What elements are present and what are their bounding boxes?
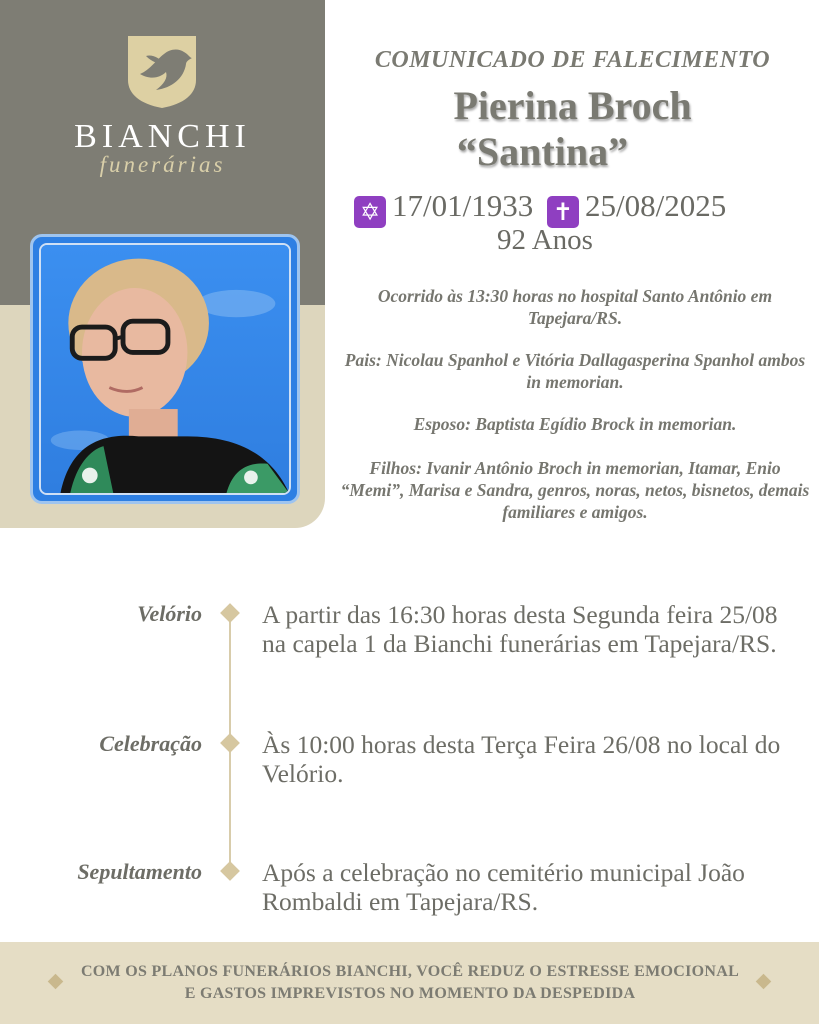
birth-date: 17/01/1933 xyxy=(392,188,534,223)
occurrence-info: Ocorrido às 13:30 horas no hospital Santo Antônio em Tapejara/RS. xyxy=(377,286,773,328)
timeline-diamond xyxy=(220,603,240,623)
star-of-david-icon: ✡ xyxy=(354,196,386,228)
children-info: Filhos: Ivanir Antônio Broch in memorian, Itamar, Enio “Memi”, Marisa e Sandra, genros, noras, netos, bisnetos, demais familiares e amigos. xyxy=(340,458,810,522)
life-dates xyxy=(354,188,794,228)
timeline-diamond xyxy=(220,733,240,753)
schedule-text-celebracao: Às 10:00 horas desta Terça Feira 26/08 no local do Velório. xyxy=(262,730,781,788)
deceased-name: Pierina Broch xyxy=(453,83,692,128)
schedule-text-sepultamento: Após a celebração no cemitério municipal João Rombaldi em Tapejara/RS. xyxy=(262,858,745,916)
brand-subtitle: funerárias xyxy=(99,152,226,177)
brand-name: BIANCHI xyxy=(74,118,251,155)
deceased-nickname: “Santina” xyxy=(456,129,629,174)
announcement-kicker: COMUNICADO DE FALECIMENTO xyxy=(374,47,771,73)
deceased-photo xyxy=(30,234,300,504)
schedule-label-velorio: Velório xyxy=(137,601,202,626)
timeline-diamond xyxy=(220,861,240,881)
portrait-image xyxy=(41,245,289,493)
schedule-label-celebracao: Celebração xyxy=(99,731,202,756)
dove-icon xyxy=(126,34,198,110)
age: 92 Anos xyxy=(497,224,593,256)
death-date: 25/08/2025 xyxy=(584,188,727,223)
latin-cross-icon: ✝ xyxy=(547,196,579,228)
schedule-label-sepultamento: Sepultamento xyxy=(77,859,202,884)
parents-info: Pais: Nicolau Spanhol e Vitória Dallagasperina Spanhol ambos in memorian. xyxy=(344,350,806,392)
photo-inner-frame xyxy=(39,243,291,495)
footer-text: COM OS PLANOS FUNERÁRIOS BIANCHI, VOCÊ REDUZ O ESTRESSE EMOCIONAL E GASTOS IMPREVISTOS NO MOMENTO DA DESPEDIDA xyxy=(80,963,740,1002)
spouse-info: Esposo: Baptista Egídio Brock in memorian. xyxy=(413,414,737,434)
schedule-text-velorio: A partir das 16:30 horas desta Segunda feira 25/08 na capela 1 da Bianchi funerárias em Tapejara/RS. xyxy=(262,600,778,658)
